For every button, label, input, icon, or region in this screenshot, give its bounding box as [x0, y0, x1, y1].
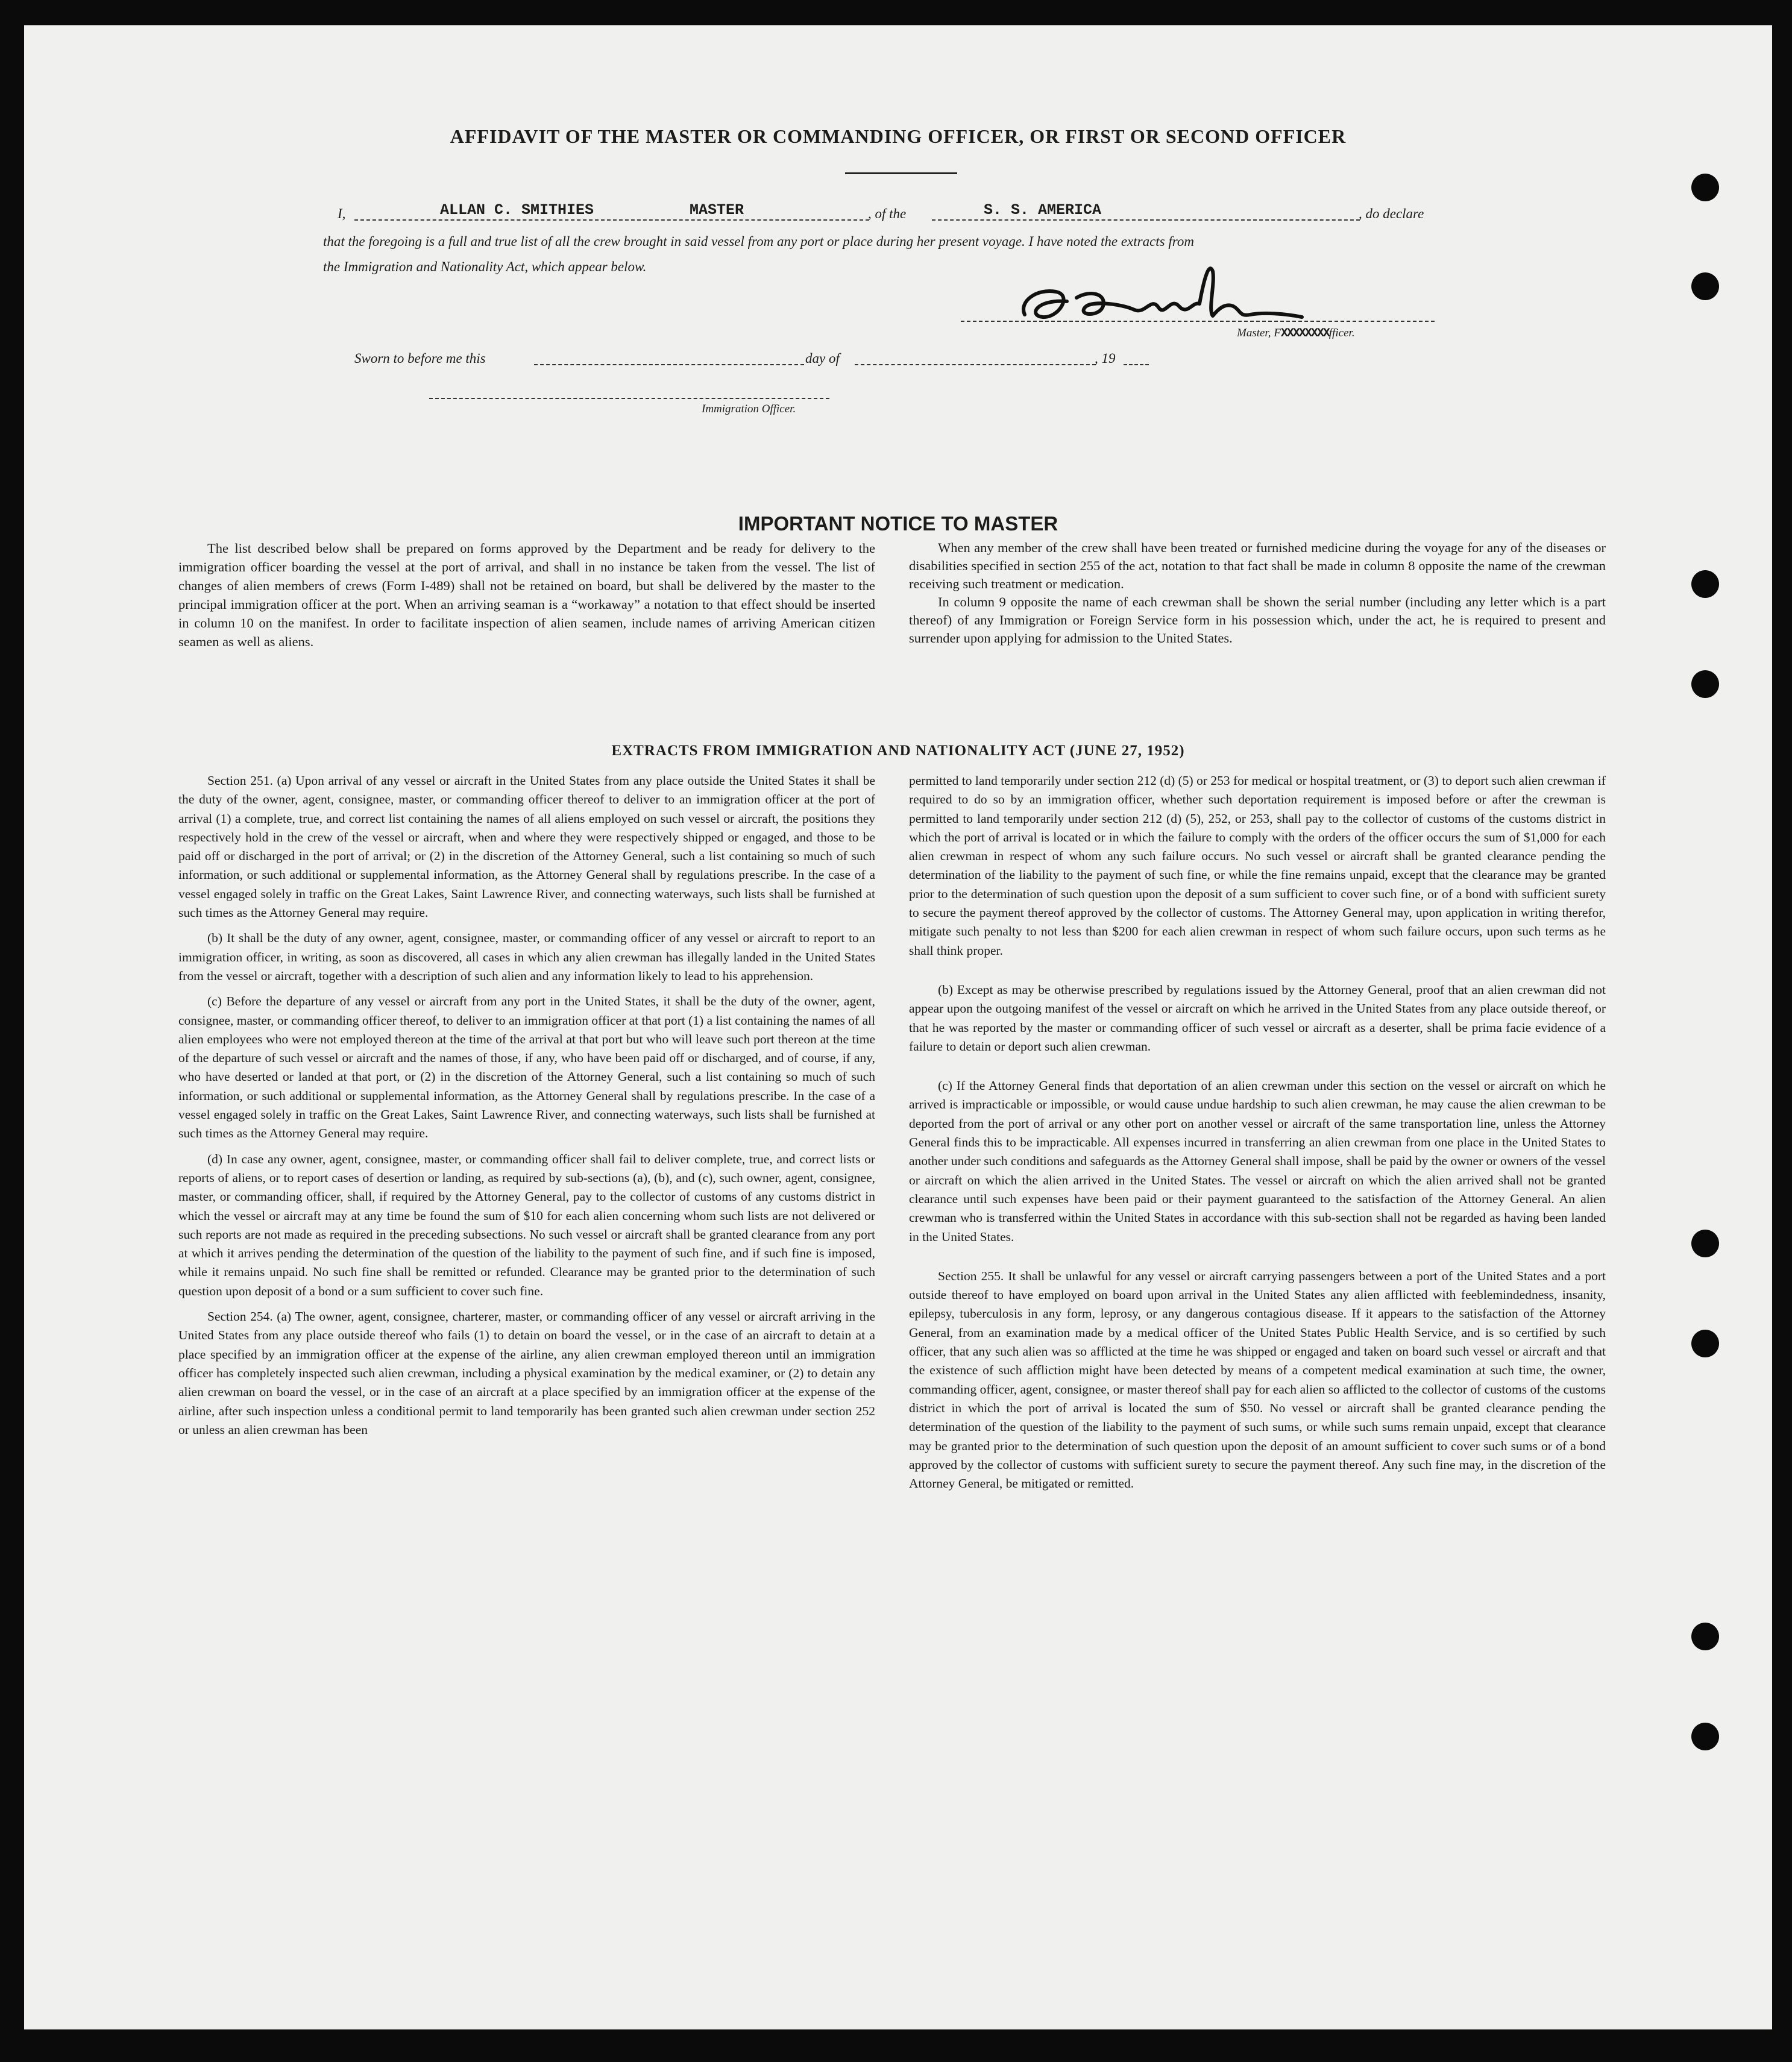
section-255: Section 255. It shall be unlawful for any vessel or aircraft carrying passengers between a port of the United States and a port outside thereof to have employed on board upon arrival in the United States any alien afflicted with feeblemindedness, insanity, epilepsy, tuberculosis in any form, leprosy, or any dangerous contagious disease. If it appears to the satisfaction of the Attorney General, from an examination made by a medical officer of the United States Public Health Service, and is so certified by such officer, that any such alien was so afflicted at the time he was shipped or engaged and taken on board such vessel or aircraft and that the existence of such affliction might have been detected by means of a competent medical examination at such time, the owner, commanding officer, agent, consignee, or master thereof shall pay for each alien so afflicted to the collector of customs of the customs district in which the port of arrival is located the sum of $50. No vessel or aircraft shall be granted clearance pending the determination of the question of the liability to the payment of such sums, or while such sums remain unpaid, except that clearance may be granted prior to the determination of such question upon the deposit of an amount sufficient to cover such sums or of a bond approved by the collector of customs with sufficient surety to secure the payment thereof. Any such fine may, in the discretion of the Attorney General, be mitigated or remitted.	[909, 1268, 1606, 1491]
notice-paragraph: When any member of the crew shall have been treated or furnished medicine during the voyage for any of the diseases or disabilities specified in section 255 of the act, notation to that fact shall be made in column 8 opposite the name of the crewman receiving such treatment or medication.	[909, 540, 1606, 591]
declaration-do-declare: , do declare	[1359, 206, 1424, 221]
declaration-of-the: , of the	[868, 206, 907, 221]
punch-hole	[1691, 1623, 1719, 1650]
section-251-c: (c) Before the departure of any vessel or aircraft from any port in the United States, it shall be the duty of the owner, agent, consignee, master, or commanding officer thereof, to deliver to an immigration officer at that port (1) a list containing the names of all alien employees who were not employed thereon at the time of the arrival at that port but who will leave such port thereon at the time of the departure of such vessel or aircraft and the names of those, if any, who have been paid off or discharged, and of course, if any, who have deserted or landed at that port, or (2) in the discretion of the Attorney General, such a list containing so much of such information, or such additional or supplemental information, as the Attorney General shall by regulations prescribe. In the case of a vessel engaged solely in traffic on the Great Lakes, Saint Lawrence River, and connecting waterways, such lists shall be furnished at such times as the Attorney General may require.	[178, 994, 875, 1141]
master-name-field: ALLAN C. SMITHIES	[440, 201, 594, 219]
struck-out-text: XXXXXXXX	[1280, 327, 1329, 341]
declaration-line-3: the Immigration and Nationality Act, which appear below.	[323, 259, 647, 274]
section-251-b: (b) It shall be the duty of any owner, agent, consignee, master, or commanding officer of any vessel or aircraft to report to an immigration officer, in writing, as soon as discovered, all cases in which any alien crewman has illegally landed in the United States from the vessel or aircraft, together with a description of such alien and any information likely to lead to his apprehension.	[178, 931, 875, 983]
punch-hole	[1691, 670, 1719, 698]
extracts-right-column	[909, 772, 1606, 1500]
sworn-month-line	[855, 364, 1096, 365]
sworn-prefix: Sworn to before me this	[354, 351, 486, 366]
punch-hole	[1691, 570, 1719, 598]
signature-caption-end: fficer.	[1328, 327, 1355, 339]
punch-hole	[1691, 1330, 1719, 1357]
master-signature	[1001, 259, 1314, 332]
vessel-field-line	[932, 219, 1360, 221]
punch-hole	[1691, 272, 1719, 300]
sworn-day-line	[534, 364, 804, 365]
section-254-a-continued: permitted to land temporarily under section 212 (d) (5) or 253 for medical or hospital treatment, or (3) to deport such alien crewman if required to do so by an immigration officer, whether such deportation requirement is imposed before or after the crewman is permitted to land temporarily under section 212 (d) (5), 252, or 253, shall pay to the collector of customs of the customs district in which the port of arrival is located or in which the failure to comply with the orders of the officer occurs the sum of $1,000 for each alien crewman in respect of whom any such failure occurs. No such vessel or aircraft shall be granted clearance pending the determination of the liability to the payment of such fine, or while the fine remains unpaid, except that the clearance may be granted prior to the determination of such question upon the deposit of a sum sufficient to cover such fine, or of a bond with sufficient surety to secure the payment thereof approved by the collector of customs. The Attorney General may, upon application in writing therefor, mitigate such penalty to not less than $200 for each alien crewman in respect of whom such failure occurs, upon such terms as he shall think proper.	[909, 773, 1606, 958]
punch-hole	[1691, 1723, 1719, 1750]
punch-hole	[1691, 174, 1719, 201]
rank-field: MASTER	[690, 201, 744, 219]
notice-paragraph: In column 9 opposite the name of each crewman shall be shown the serial number (including any letter which is a part thereof) of any Immigration or Foreign Service form in his possession which, under the act, he is required to present and surrender upon applying for admission to the United States.	[909, 594, 1606, 646]
name-field-line	[354, 219, 869, 221]
section-251-d: (d) In case any owner, agent, consignee, master, or commanding officer shall fail to deliver complete, true, and correct lists or reports of aliens, or to report cases of desertion or landing, as required by sub-sections (a), (b), and (c), such owner, agent, consignee, master, or commanding officer, shall, if required by the Attorney General, pay to the collector of customs of any customs district in which the vessel or aircraft may at any time be found the sum of $10 for each alien concerning whom such lists are not delivered or such reports are not made as required in the preceding subsections. No such vessel or aircraft shall be granted clearance from any port at which it arrives pending the determination of the question of the liability to the payment of such fine, and if such fine is imposed, while it remains unpaid. No such fine shall be remitted or refunded. Clearance may be granted prior to the determination of such question upon deposit of a bond or a sum sufficient to cover such fine.	[178, 1151, 875, 1298]
extracts-title: EXTRACTS FROM IMMIGRATION AND NATIONALITY ACT (JUNE 27, 1952)	[611, 743, 1185, 759]
notice-left-column	[178, 539, 875, 651]
notice-title: IMPORTANT NOTICE TO MASTER	[738, 512, 1058, 535]
extracts-left-column	[178, 772, 875, 1446]
section-254-b: (b) Except as may be otherwise prescribed by regulations issued by the Attorney General, proof that an alien crewman did not appear upon the outgoing manifest of the vessel or aircraft on which he arrived in the United States from any place outside thereof, or that he was reported by the master or commanding officer of such vessel or aircraft as a deserter, shall be prima facie evidence of a failure to detain or deport such alien crewman.	[909, 982, 1606, 1054]
vessel-field: S. S. AMERICA	[984, 201, 1102, 219]
affidavit-heading: AFFIDAVIT OF THE MASTER OR COMMANDING OFFICER, OR FIRST OR SECOND OFFICER	[450, 125, 1347, 147]
signature-caption-start: Master, F	[1237, 327, 1281, 339]
sworn-day-of: day of	[805, 351, 840, 366]
immigration-officer-line	[429, 398, 829, 399]
heading-rule	[845, 172, 957, 174]
section-254-a: Section 254. (a) The owner, agent, consignee, charterer, master, or commanding officer of any vessel or aircraft arriving in the United States from any place outside thereof who fails (1) to detain on board the vessel, or in the case of an aircraft to detain at a place specified by an immigration officer at the expense of the airline, any alien crewman employed thereon until an immigration officer has completely inspected such alien crewman, including a physical examination by the medical examiner, or (2) to detain any alien crewman on board the vessel, or in the case of an aircraft at a place specified by an immigration officer at the expense of the airline, after such inspection unless a conditional permit to land temporarily has been granted such alien crewman under section 252 or unless an alien crewman has been	[178, 1309, 875, 1437]
immigration-officer-label: Immigration Officer.	[702, 403, 796, 415]
notice-right-column	[909, 539, 1606, 647]
sworn-year: , 19	[1095, 351, 1116, 366]
section-254-c: (c) If the Attorney General finds that deportation of an alien crewman under this section on the vessel or aircraft on which he arrived is impracticable or impossible, or would cause undue hardship to such alien crewman, he may cause the alien crewman to be deported from the port of arrival or any other port on another vessel or aircraft of the same transportation line, unless the Attorney General finds this to be impracticable. All expenses incurred in transferring an alien crewman from one place in the United States to another under such conditions and safeguards as the Attorney General shall impose, shall be paid by the owner or owners of the vessel or aircraft on which the alien arrived in the United States. The vessel or aircraft on which the alien arrived shall not be granted clearance until such expenses have been paid or their payment guaranteed to the satisfaction of the Attorney General. An alien crewman who is transferred within the United States in accordance with this sub-section shall not be regarded as having been landed in the United States.	[909, 1078, 1606, 1244]
declaration-prefix: I,	[338, 206, 346, 221]
sworn-year-line	[1124, 364, 1149, 365]
declaration-line-2: that the foregoing is a full and true list of all the crew brought in said vessel from any port or place during her present voyage. I have noted the extracts from	[323, 234, 1194, 249]
section-251-a: Section 251. (a) Upon arrival of any vessel or aircraft in the United States from any place outside the United States it shall be the duty of the owner, agent, consignee, master, or commanding officer thereof to deliver to an immigration officer at the port of arrival (1) a complete, true, and correct list containing the names of all aliens employed on such vessel or aircraft, the positions they respectively hold in the crew of the vessel or aircraft, when and where they were respectively shipped or engaged, and those to be paid off or discharged in the port of arrival; or (2) in the discretion of the Attorney General, such a list containing so much of such information, or such additional or supplemental information, as the Attorney General shall by regulations prescribe. In the case of a vessel engaged solely in traffic on the Great Lakes, Saint Lawrence River, and connecting waterways, such lists shall be furnished at such times as the Attorney General may require.	[178, 773, 875, 920]
notice-paragraph: The list described below shall be prepared on forms approved by the Department and be ready for delivery to the immigration officer boarding the vessel at the port of arrival, and shall in no instance be taken from the vessel. The list of changes of alien members of crews (Form I-489) shall not be retained on board, but shall be delivered by the master to the principal immigration officer at the port. When an arriving seaman is a “workaway” a notation to that effect should be inserted in column 10 on the manifest. In order to facilitate inspection of alien seamen, include names of arriving American citizen seamen as well as aliens.	[178, 541, 875, 649]
signature-caption	[1237, 327, 1355, 341]
document-page	[24, 25, 1772, 2029]
punch-hole	[1691, 1230, 1719, 1257]
